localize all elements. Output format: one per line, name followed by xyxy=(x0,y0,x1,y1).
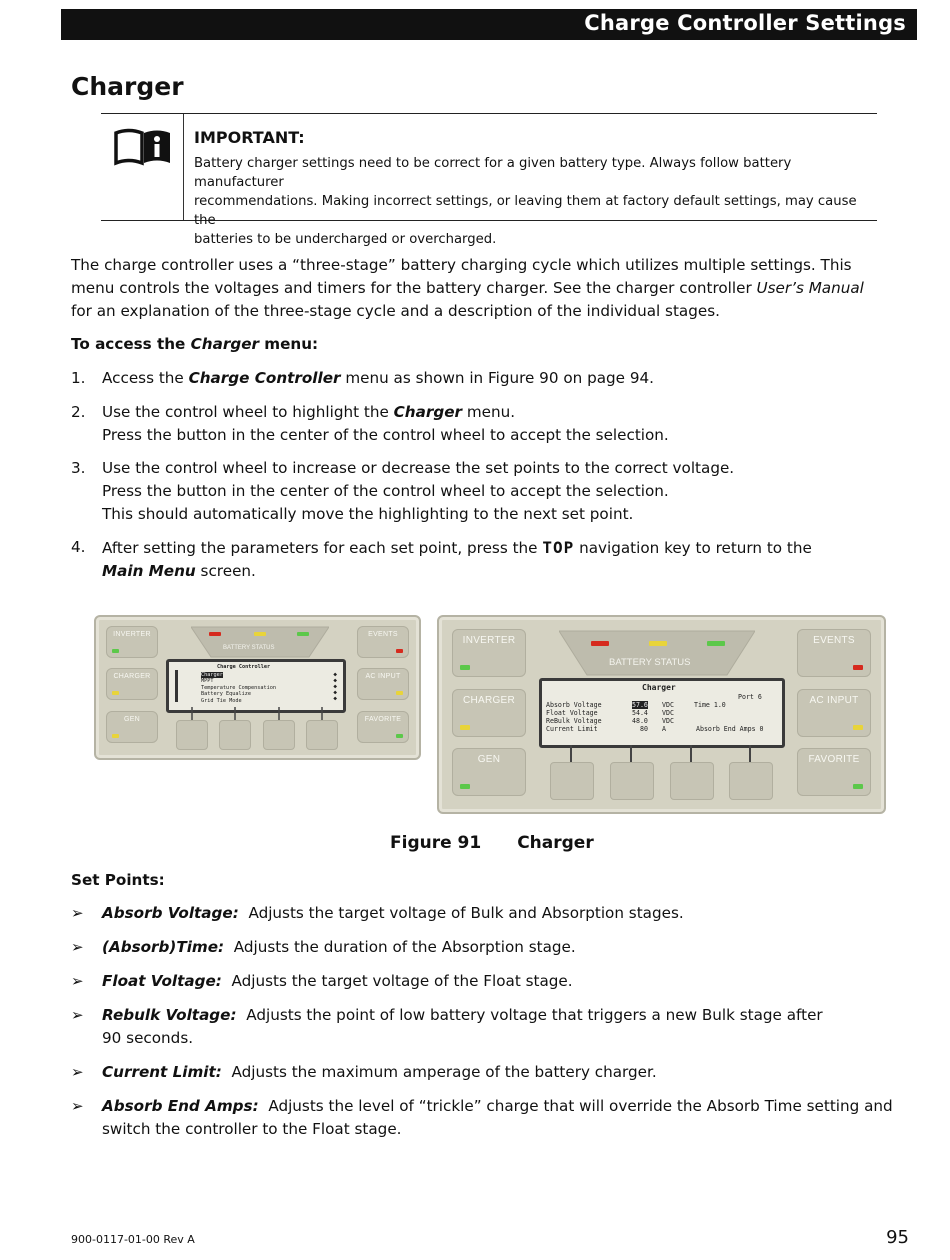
status-led-red xyxy=(591,641,609,646)
lcd-row-extra[interactable]: Time 1.0 xyxy=(694,701,726,709)
lcd-menu-item-selected[interactable]: Charger xyxy=(201,672,223,678)
step-number: 4. xyxy=(71,538,86,556)
callout-divider xyxy=(183,114,184,220)
lcd-menu-item[interactable]: Battery Equalize xyxy=(201,691,251,698)
access-prefix: To access the xyxy=(71,335,191,353)
inverter-button[interactable] xyxy=(106,626,158,658)
events-button[interactable] xyxy=(797,629,871,677)
inverter-button[interactable] xyxy=(452,629,526,677)
lcd-row-label: ReBulk Voltage xyxy=(546,717,602,725)
led-green xyxy=(396,734,403,738)
button-label: GEN xyxy=(123,716,141,723)
step-text: Use the control wheel to highlight the xyxy=(102,403,394,421)
lcd-row-value[interactable]: 48.0 xyxy=(632,717,648,725)
led-yellow xyxy=(112,691,119,695)
soft-key-1[interactable] xyxy=(176,720,208,750)
charger-button[interactable] xyxy=(106,668,158,700)
lcd-row-unit: VDC xyxy=(662,709,674,717)
page-number: 95 xyxy=(886,1227,909,1248)
setpoint-desc: Adjusts the point of low battery voltage that triggers a new Bulk stage after xyxy=(246,1006,823,1024)
step-text: After setting the parameters for each set point, press the xyxy=(102,539,543,557)
lcd-title: Charger xyxy=(642,683,676,692)
ac-input-button[interactable] xyxy=(357,668,409,700)
step-text: navigation key to return to the xyxy=(574,539,812,557)
battery-status-indicator xyxy=(191,625,329,659)
soft-key-connectors xyxy=(190,707,330,721)
arrow-bullet-icon: ➢ xyxy=(71,1063,84,1081)
lcd-row-value-selected[interactable]: 57.6 xyxy=(632,701,648,709)
status-led-yellow xyxy=(254,632,266,636)
soft-key-4[interactable] xyxy=(729,762,773,800)
soft-key-3[interactable] xyxy=(263,720,295,750)
led-green xyxy=(112,649,119,653)
button-label: GEN xyxy=(477,754,501,765)
led-red xyxy=(853,665,863,670)
setpoint-term: Float Voltage: xyxy=(102,972,222,990)
soft-key-2[interactable] xyxy=(610,762,654,800)
intro-paragraph xyxy=(71,254,901,323)
setpoint-term: Absorb Voltage: xyxy=(102,904,239,922)
button-label: AC INPUT xyxy=(365,673,401,680)
page-header-bar xyxy=(61,9,917,40)
info-book-icon xyxy=(113,128,173,166)
soft-key-2[interactable] xyxy=(219,720,251,750)
status-led-yellow xyxy=(649,641,667,646)
step-menu-ref: Charge Controller xyxy=(188,369,341,387)
step-text: screen. xyxy=(195,562,256,580)
important-title: IMPORTANT: xyxy=(194,128,305,147)
led-green xyxy=(853,784,863,789)
figure-caption xyxy=(390,833,630,853)
arrow-bullet-icon: ➢ xyxy=(71,1006,84,1024)
top-key-glyph: TOP xyxy=(542,538,575,557)
figure-title: Charger xyxy=(517,833,594,853)
setpoints-heading: Set Points: xyxy=(71,871,165,889)
soft-key-1[interactable] xyxy=(550,762,594,800)
button-label: EVENTS xyxy=(368,631,398,638)
setpoint-desc: Adjusts the target voltage of Bulk and Absorption stages. xyxy=(248,904,684,922)
gen-button[interactable] xyxy=(106,711,158,743)
charger-button[interactable] xyxy=(452,689,526,737)
setpoint-term: Rebulk Voltage: xyxy=(102,1006,237,1024)
button-label: FAVORITE xyxy=(808,754,860,765)
control-panel-large xyxy=(437,615,886,814)
lcd-row-label: Current Limit xyxy=(546,725,598,733)
button-label: FAVORITE xyxy=(364,716,402,723)
setpoint-desc: switch the controller to the Float stage. xyxy=(102,1120,402,1138)
favorite-button[interactable] xyxy=(797,748,871,796)
important-line: Battery charger settings need to be correct for a given battery type. Always follow battery manufacturer xyxy=(194,156,792,190)
step-text: menu as shown in Figure 90 on page 94. xyxy=(340,369,654,387)
lcd-scrollbar xyxy=(175,670,178,702)
step-menu-ref: Main Menu xyxy=(102,562,196,580)
lcd-row-unit: VDC xyxy=(662,717,674,725)
setpoint-desc: Adjusts the duration of the Absorption stage. xyxy=(233,938,576,956)
users-manual-ref: User’s Manual xyxy=(756,279,864,297)
gen-button[interactable] xyxy=(452,748,526,796)
setpoint-desc: 90 seconds. xyxy=(102,1029,194,1047)
led-yellow xyxy=(396,691,403,695)
soft-key-4[interactable] xyxy=(306,720,338,750)
status-led-green xyxy=(707,641,725,646)
button-label: INVERTER xyxy=(462,635,516,646)
arrow-bullet-icon: ➢ xyxy=(71,972,84,990)
favorite-button[interactable] xyxy=(357,711,409,743)
lcd-row-value[interactable]: 80 xyxy=(640,725,648,733)
section-title: Charger xyxy=(71,72,184,101)
step-text: menu. xyxy=(462,403,516,421)
step-text: Press the button in the center of the control wheel to accept the selection. xyxy=(102,426,669,444)
intro-line: for an explanation of the three-stage cycle and a description of the individual stages. xyxy=(71,302,720,320)
step-text: This should automatically move the highlighting to the next set point. xyxy=(102,505,634,523)
soft-key-3[interactable] xyxy=(670,762,714,800)
setpoint-desc: Adjusts the maximum amperage of the battery charger. xyxy=(231,1063,657,1081)
lcd-rows xyxy=(546,701,778,733)
lcd-menu-item[interactable]: MPPT xyxy=(201,678,214,685)
setpoint-term: Current Limit: xyxy=(102,1063,222,1081)
lcd-title: Charge Controller xyxy=(217,664,271,670)
battery-status-label: BATTERY STATUS xyxy=(223,645,275,651)
button-label: AC INPUT xyxy=(809,695,859,706)
important-text xyxy=(194,154,870,249)
lcd-row-unit: VDC xyxy=(662,701,674,709)
important-callout xyxy=(101,113,877,247)
intro-text: menu controls the voltages and timers for the battery charger. See the charger controller xyxy=(71,279,757,297)
led-yellow xyxy=(112,734,119,738)
lcd-row-label: Float Voltage xyxy=(546,709,598,717)
figure-number: Figure 91 xyxy=(390,833,482,853)
lcd-row-value[interactable]: 54.4 xyxy=(632,709,648,717)
button-label: CHARGER xyxy=(113,673,151,680)
step-text: Access the xyxy=(102,369,189,387)
led-green xyxy=(460,665,470,670)
lcd-row xyxy=(546,725,778,733)
lcd-row xyxy=(546,709,778,717)
led-green xyxy=(460,784,470,789)
events-button[interactable] xyxy=(357,626,409,658)
setpoint-term: Absorb End Amps: xyxy=(102,1097,259,1115)
arrow-bullet-icon: ➢ xyxy=(71,904,84,922)
led-yellow xyxy=(460,725,470,730)
step-number: 2. xyxy=(71,403,86,421)
lcd-row-unit: A xyxy=(662,725,666,733)
lcd-scroll-arrows: ◆ ◆ ◆ ◆ ◆ xyxy=(333,671,337,702)
intro-line: The charge controller uses a “three-stage” battery charging cycle which utilizes multiple settings. This xyxy=(71,256,852,274)
step-text: Press the button in the center of the control wheel to accept the selection. xyxy=(102,482,669,500)
setpoint-term: (Absorb)Time: xyxy=(102,938,225,956)
lcd-row-label: Absorb Voltage xyxy=(546,701,602,709)
access-heading xyxy=(71,333,318,356)
lcd-menu-item[interactable]: Temperature Compensation xyxy=(201,684,276,691)
button-label: EVENTS xyxy=(813,635,855,646)
setpoint-desc: Adjusts the level of “trickle” charge that will override the Absorb Time setting and xyxy=(268,1097,893,1115)
control-panel-small xyxy=(94,615,421,760)
lcd-row xyxy=(546,717,778,725)
arrow-bullet-icon: ➢ xyxy=(71,938,84,956)
access-menu-name: Charger xyxy=(190,335,260,353)
page-header-title: Charge Controller Settings xyxy=(584,11,906,35)
led-red xyxy=(396,649,403,653)
important-line: batteries to be undercharged or overcharged. xyxy=(194,232,497,247)
setpoint-desc: Adjusts the target voltage of the Float stage. xyxy=(231,972,573,990)
access-suffix: menu: xyxy=(259,335,319,353)
lcd-port: Port 6 xyxy=(738,693,762,701)
status-led-red xyxy=(209,632,221,636)
lcd-screen-large xyxy=(539,678,785,748)
intro-line xyxy=(71,277,901,300)
arrow-bullet-icon: ➢ xyxy=(71,1097,84,1115)
status-led-green xyxy=(297,632,309,636)
battery-status-indicator xyxy=(559,629,755,677)
ac-input-button[interactable] xyxy=(797,689,871,737)
doc-number: 900-0117-01-00 Rev A xyxy=(71,1233,195,1246)
led-yellow xyxy=(853,725,863,730)
step-number: 1. xyxy=(71,369,86,387)
soft-key-connectors xyxy=(569,745,753,763)
lcd-menu-item[interactable]: Grid Tie Mode xyxy=(201,697,242,704)
step-text: Use the control wheel to increase or decrease the set points to the correct voltage. xyxy=(102,459,735,477)
button-label: CHARGER xyxy=(462,695,516,706)
lcd-screen-small xyxy=(166,659,346,713)
lcd-row xyxy=(546,701,778,709)
important-line: recommendations. Making incorrect settings, or leaving them at factory default settings, may cause the xyxy=(194,194,857,228)
step-number: 3. xyxy=(71,459,86,477)
lcd-row-extra[interactable]: Absorb End Amps 0 xyxy=(696,725,764,733)
button-label: INVERTER xyxy=(113,631,151,638)
battery-status-label: BATTERY STATUS xyxy=(609,657,691,668)
step-menu-ref: Charger xyxy=(393,403,462,421)
